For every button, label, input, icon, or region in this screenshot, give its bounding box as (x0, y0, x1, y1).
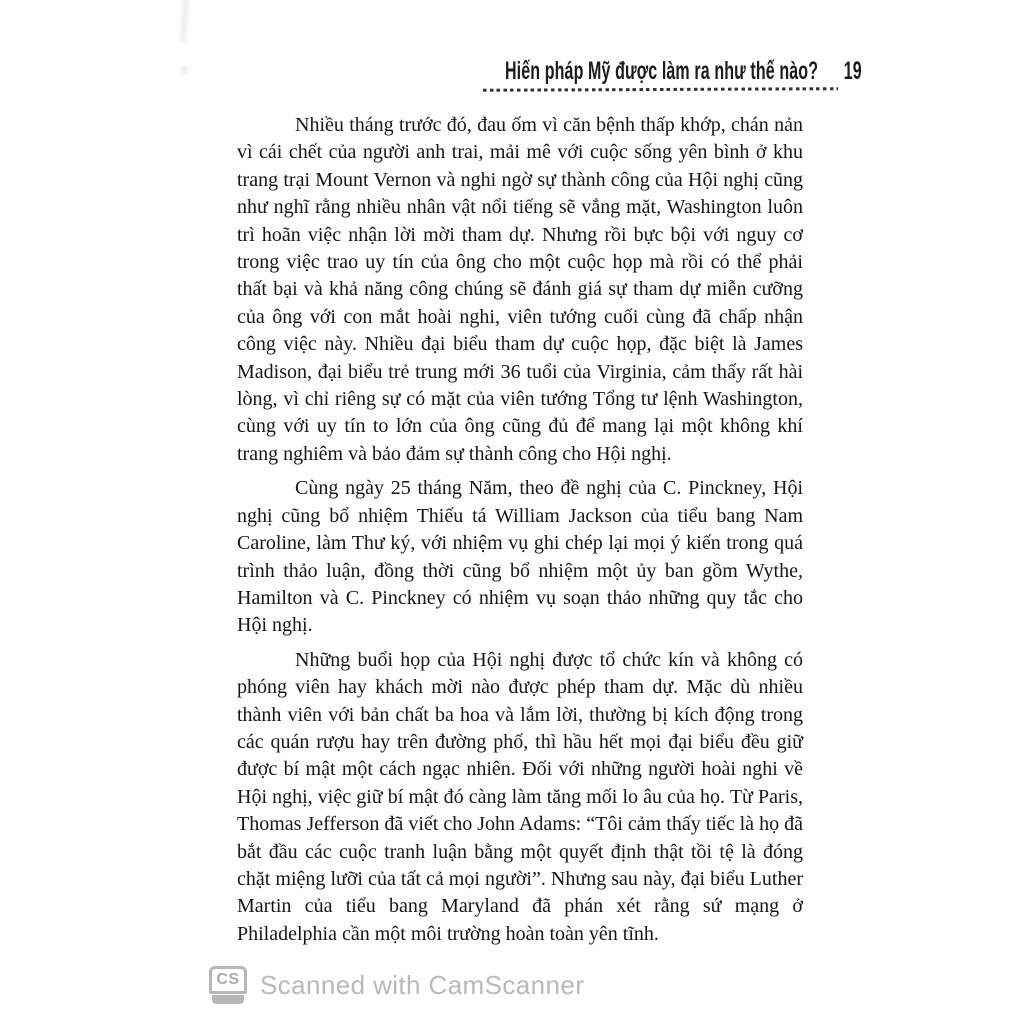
cs-logo-text: CS (216, 971, 240, 988)
page-number: 19 (843, 57, 862, 85)
paragraph-1: Nhiều tháng trước đó, đau ốm vì căn bệnh thấp khớp, chán nản vì cái chết của người anh trai, mải mê với cuộc sống yên bình ở khu trang trại Mount Vernon và nghi ngờ sự thành công của Hội nghị cũng như nghĩ rằng nhiều nhân vật nổi tiếng sẽ vắng mặt, Washington luôn trì hoãn việc nhận lời mời tham dự. Nhưng rồi bực bội với nguy cơ trong việc trao uy tín của ông cho một cuộc họp mà rồi có thể phải thất bại và khả năng công chúng sẽ đánh giá sự tham dự miễn cưỡng của ông với con mắt hoài nghi, viên tướng cuối cùng đã chấp nhận công việc này. Nhiều đại biểu tham dự cuộc họp, đặc biệt là James Madison, đại biểu trẻ trung mới 36 tuổi của Virginia, cảm thấy rất hài lòng, vì chỉ riêng sự có mặt của viên tướng Tổng tư lệnh Washington, cùng với uy tín to lớn của ông cũng đủ để mang lại một không khí trang nghiêm và bảo đảm sự thành công cho Hội nghị. (237, 114, 803, 465)
scan-artifact (180, 0, 188, 42)
scan-artifact-dot (181, 66, 188, 73)
camscanner-watermark (209, 966, 584, 1004)
paragraph-3: Những buổi họp của Hội nghị được tổ chức kín và không có phóng viên hay khách mời nào được phép tham dự. Mặc dù nhiều thành viên với bản chất ba hoa và lắm lời, thường bị kích động trong các quán rượu hay trên đường phố, thì hầu hết mọi đại biểu đều giữ được bí mật một cách ngạc nhiên. Đối với những người hoài nghi về Hội nghị, việc giữ bí mật đó càng làm tăng mối lo âu của họ. Từ Paris, Thomas Jefferson đã viết cho John Adams: “Tôi cảm thấy tiếc là họ đã bắt đầu các cuộc tranh luận bằng một quyết định thật tồi tệ là đóng chặt miệng lưỡi của tất cả mọi người”. Nhưng sau này, đại biểu Luther Martin của tiểu bang Maryland đã phán xét rằng sứ mạng ở Philadelphia cần một môi trường hoàn toàn yên tĩnh. (237, 648, 803, 945)
header-dashed-rule (483, 87, 838, 91)
running-head (505, 57, 862, 86)
page-body (237, 112, 803, 955)
cs-logo-bar (212, 995, 244, 1004)
watermark-text: Scanned with CamScanner (260, 969, 585, 1000)
paragraph-2: Cùng ngày 25 tháng Năm, theo đề nghị của C. Pinckney, Hội nghị cũng bổ nhiệm Thiếu tá William Jackson của tiểu bang Nam Caroline, làm Thư ký, với nhiệm vụ ghi chép lại mọi ý kiến trong quá trình thảo luận, đồng thời cũng bổ nhiệm một ủy ban gồm Wythe, Hamilton và C. Pinckney có nhiệm vụ soạn thảo những quy tắc cho Hội nghị. (237, 477, 803, 637)
camscanner-logo-icon (209, 966, 247, 1004)
running-head-title: Hiến pháp Mỹ được làm ra như thế nào? (505, 57, 819, 85)
